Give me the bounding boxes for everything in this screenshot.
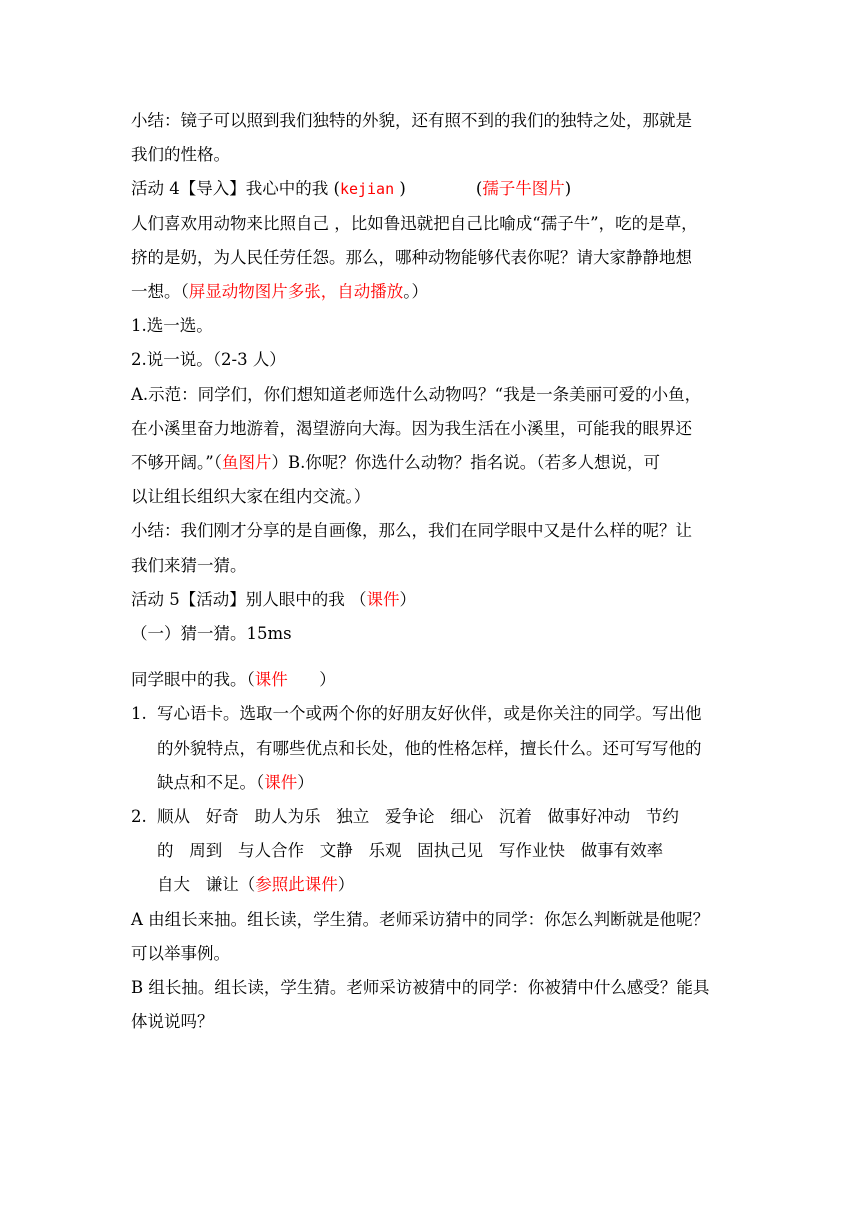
intro-line-3-post: 。） — [403, 282, 428, 302]
item1-line-3-pre: 缺点和不足。（ — [157, 772, 265, 792]
step-1: 1.选一选。 — [131, 316, 213, 336]
summary1-line-1: 小结：镜子可以照到我们独特的外貌，还有照不到的我们的独特之处，那就是 — [131, 111, 692, 130]
guess-heading: （一）猜一猜。15ms — [131, 624, 292, 644]
document-body — [131, 104, 741, 1039]
example-line-3 — [131, 446, 741, 480]
activity4-title: 活动 4【导入】我心中的我 ( — [131, 179, 340, 199]
intro-paragraph — [131, 207, 741, 310]
group-b-paragraph — [131, 971, 741, 1039]
summary2-line-1: 小结：我们刚才分享的是自画像，那么，我们在同学眼中又是什么样的呢？让 — [131, 521, 692, 541]
group-a-paragraph — [131, 903, 741, 971]
list-item-1 — [131, 697, 741, 800]
activity4-note-close: ) — [564, 179, 572, 199]
activity5-close: ） — [399, 589, 416, 609]
peer-heading — [131, 663, 741, 697]
activity4-note: 孺子牛图片 — [482, 179, 565, 199]
summary1-line-2: 我们的性格。 — [131, 145, 230, 165]
activity4-heading — [131, 172, 741, 206]
list-item-1-number: 1. — [131, 704, 147, 724]
summary-paragraph-2 — [131, 514, 741, 582]
example-line-2: 在小溪里奋力地游着，渴望游向大海。因为我生活在小溪里，可能我的眼界还 — [131, 418, 692, 438]
peer-kejian: 课件 — [254, 670, 288, 690]
intro-highlight: 屏显动物图片多张，自动播放 — [188, 282, 404, 302]
example-line-1: A.示范：同学们，你们想知道老师选什么动物吗？“我是一条美丽可爱的小鱼， — [131, 384, 702, 404]
item1-line-1: 写心语卡。选取一个或两个你的好朋友好伙伴，或是你关注的同学。写出他 — [157, 704, 702, 724]
group-a-line-1: A 由组长来抽。组长读，学生猜。老师采访猜中的同学：你怎么判断就是他呢？ — [131, 909, 710, 929]
group-a-line-2: 可以举事例。 — [131, 943, 230, 963]
example-line-3-post: ）B.你呢？你选什么动物？指名说。（若多人想说，可 — [271, 453, 661, 473]
intro-line-2: 挤的是奶，为人民任劳任怨。那么，哪种动物能够代表你呢？请大家静静地想 — [131, 247, 692, 267]
item2-line-3-pre: 自大 谦让（ — [157, 875, 256, 895]
item1-line-3-post: ） — [297, 772, 314, 792]
activity4-close: ) — [394, 179, 406, 199]
item1-line-2: 的外貌特点，有哪些优点和长处，他的性格怎样，擅长什么。还可写写他的 — [157, 738, 702, 758]
step-2: 2.说一说。（2-3 人） — [131, 350, 286, 370]
intro-line-3 — [131, 275, 741, 309]
example-highlight: 鱼图片 — [221, 453, 272, 473]
list-item-2-number: 2. — [131, 807, 147, 827]
activity4-note-open: ( — [475, 179, 483, 199]
item1-line-3 — [157, 766, 741, 800]
activity5-heading — [131, 583, 741, 617]
activity4-kejian: kejian — [339, 180, 395, 199]
spacer — [131, 651, 741, 663]
item2-line-2: 的 周到 与人合作 文静 乐观 固执己见 写作业快 做事有效率 — [157, 841, 664, 861]
list-item-2 — [131, 800, 741, 903]
activity5-kejian: 课件 — [366, 589, 400, 609]
item2-line-1: 顺从 好奇 助人为乐 独立 爱争论 细心 沉着 做事好冲动 节约 — [157, 807, 679, 827]
item2-line-3 — [157, 868, 741, 902]
peer-post: ） — [287, 670, 336, 690]
group-b-line-1: B 组长抽。组长读，学生猜。老师采访被猜中的同学：你被猜中什么感受？能具 — [131, 978, 710, 998]
group-b-line-2: 体说说吗？ — [131, 1012, 214, 1032]
example-paragraph — [131, 378, 741, 515]
summary2-line-2: 我们来猜一猜。 — [131, 555, 247, 575]
example-line-4: 以让组长组织大家在组内交流。） — [131, 487, 371, 507]
intro-line-3-pre: 一想。（ — [131, 282, 189, 302]
peer-pre: 同学眼中的我。（ — [131, 670, 255, 690]
item1-kejian: 课件 — [264, 772, 298, 792]
intro-line-1: 人们喜欢用动物来比照自己 ，比如鲁迅就把自己比喻成“孺子牛”，吃的是草， — [131, 213, 698, 233]
summary-paragraph-1 — [131, 104, 741, 172]
activity5-title: 活动 5【活动】别人眼中的我 （ — [131, 589, 367, 609]
example-line-3-pre: 不够开阔。”（ — [131, 453, 222, 473]
item2-kejian: 参照此课件 — [255, 875, 338, 895]
item2-line-3-post: ） — [337, 875, 355, 895]
